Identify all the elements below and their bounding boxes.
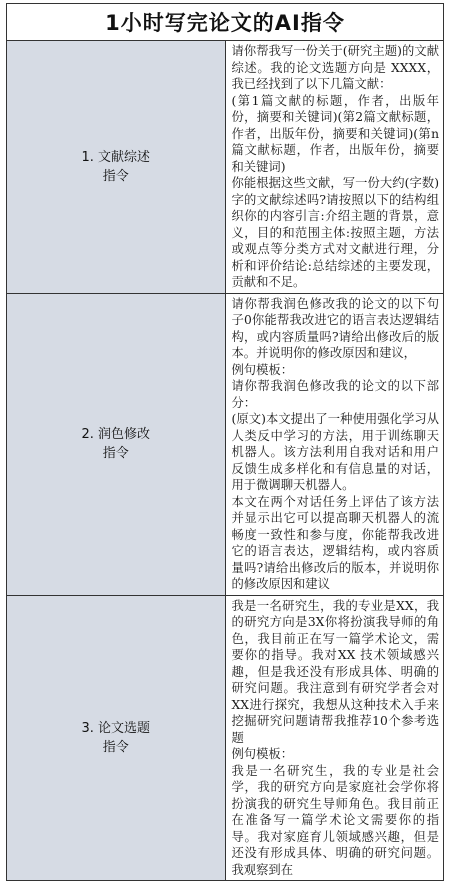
table-row xyxy=(7,41,444,294)
content-paragraph: 你能根据这些文献，写一份大约(字数)字的文献综述吗?请按照以下的结构组织你的内容引言:介绍主题的背景，意义，目的和范围主体:按照主题，方法或观点等分类方式对文献进行理，分析和评价结论:总结综述的主要发现，贡献和不足。 xyxy=(231,176,439,289)
content-paragraph: (第1篇文献的标题，作者，出版年份，摘要和关键词)(第2篇文献标题，作者，出版年份，摘要和关键词)(第n篇文献标题，作者，出版年份，摘要和关键词) xyxy=(231,93,439,174)
content-paragraph: 例句模板： xyxy=(231,747,293,761)
row-label-line: 指令 xyxy=(102,446,129,461)
row-content-literature-review xyxy=(225,41,444,294)
content-paragraph: (原文)本文提出了一种使用强化学习从人类反中学习的方法，用于训练聊天机器人。该方法利用自我对话和用户反馈生成多样化和有信息量的对话，用于微调聊天机器人。 xyxy=(231,412,439,492)
title-row xyxy=(7,4,444,41)
content-paragraph: 请你帮我写一份关于(研究主题)的文献综述。我的论文选题方向是 XXXX，我已经找到了以下几篇文献： xyxy=(231,44,439,91)
row-label-literature-review xyxy=(7,41,226,294)
content-paragraph: 请你帮我润色修改我的论文的以下句子0你能帮我改进它的语言表达逻辑结构，或内容质量吗?请给出修改后的版本。并说明你的修改原因和建议， xyxy=(231,296,439,360)
instruction-table xyxy=(6,3,444,881)
row-label-line: 2. 润色修改 xyxy=(81,427,151,442)
row-content-polish-edit xyxy=(225,293,444,595)
row-label-topic-selection xyxy=(7,595,226,881)
table-row xyxy=(7,595,444,881)
content-paragraph: 我是一名研究生，我的专业是社会学，我的研究方向是家庭社会学你将扮演我的研究生导师角色。我目前正在准备写一篇学术论文需要你的指导。我对家庭育儿领域感兴趣，但是还没有形成具体、明确的研究问题。我观察到在 xyxy=(231,763,439,877)
page-title: 1小时写完论文的AI指令 xyxy=(7,4,444,41)
document-sheet xyxy=(6,3,444,881)
row-label-line: 3. 论文选题 xyxy=(81,720,151,736)
table-row xyxy=(7,293,444,595)
content-paragraph: 本文在两个对话任务上评估了该方法并显示出它可以提高聊天机器人的流畅度一致性和参与度，你能帮我改进它的语言表达，逻辑结构，或内容质量吗?请给出修改后的版本，并说明你的修改原因和建议 xyxy=(231,494,439,591)
row-label-line: 指令 xyxy=(102,739,129,755)
content-paragraph: 例句模板： xyxy=(231,362,293,377)
row-label-polish-edit xyxy=(7,293,226,595)
row-label-line: 1. 文献综述 xyxy=(81,149,151,165)
row-label-line: 指令 xyxy=(102,168,129,184)
row-content-topic-selection xyxy=(225,595,444,881)
content-paragraph: 请你帮我润色修改我的论文的以下部分： xyxy=(231,379,439,410)
content-paragraph: 我是一名研究生，我的专业是XX，我的研究方向是3X你将扮演我导师的角色，我目前正在写一篇学术论文，需要你的指导。我对XX 技术领域感兴趣，但是我还没有形成具体、明确的研究问题。我注意到有研究学者会对XX进行探究，我想从这种技术入手来挖掘研究问题请帮我推荐10个参考选题 xyxy=(231,598,439,745)
